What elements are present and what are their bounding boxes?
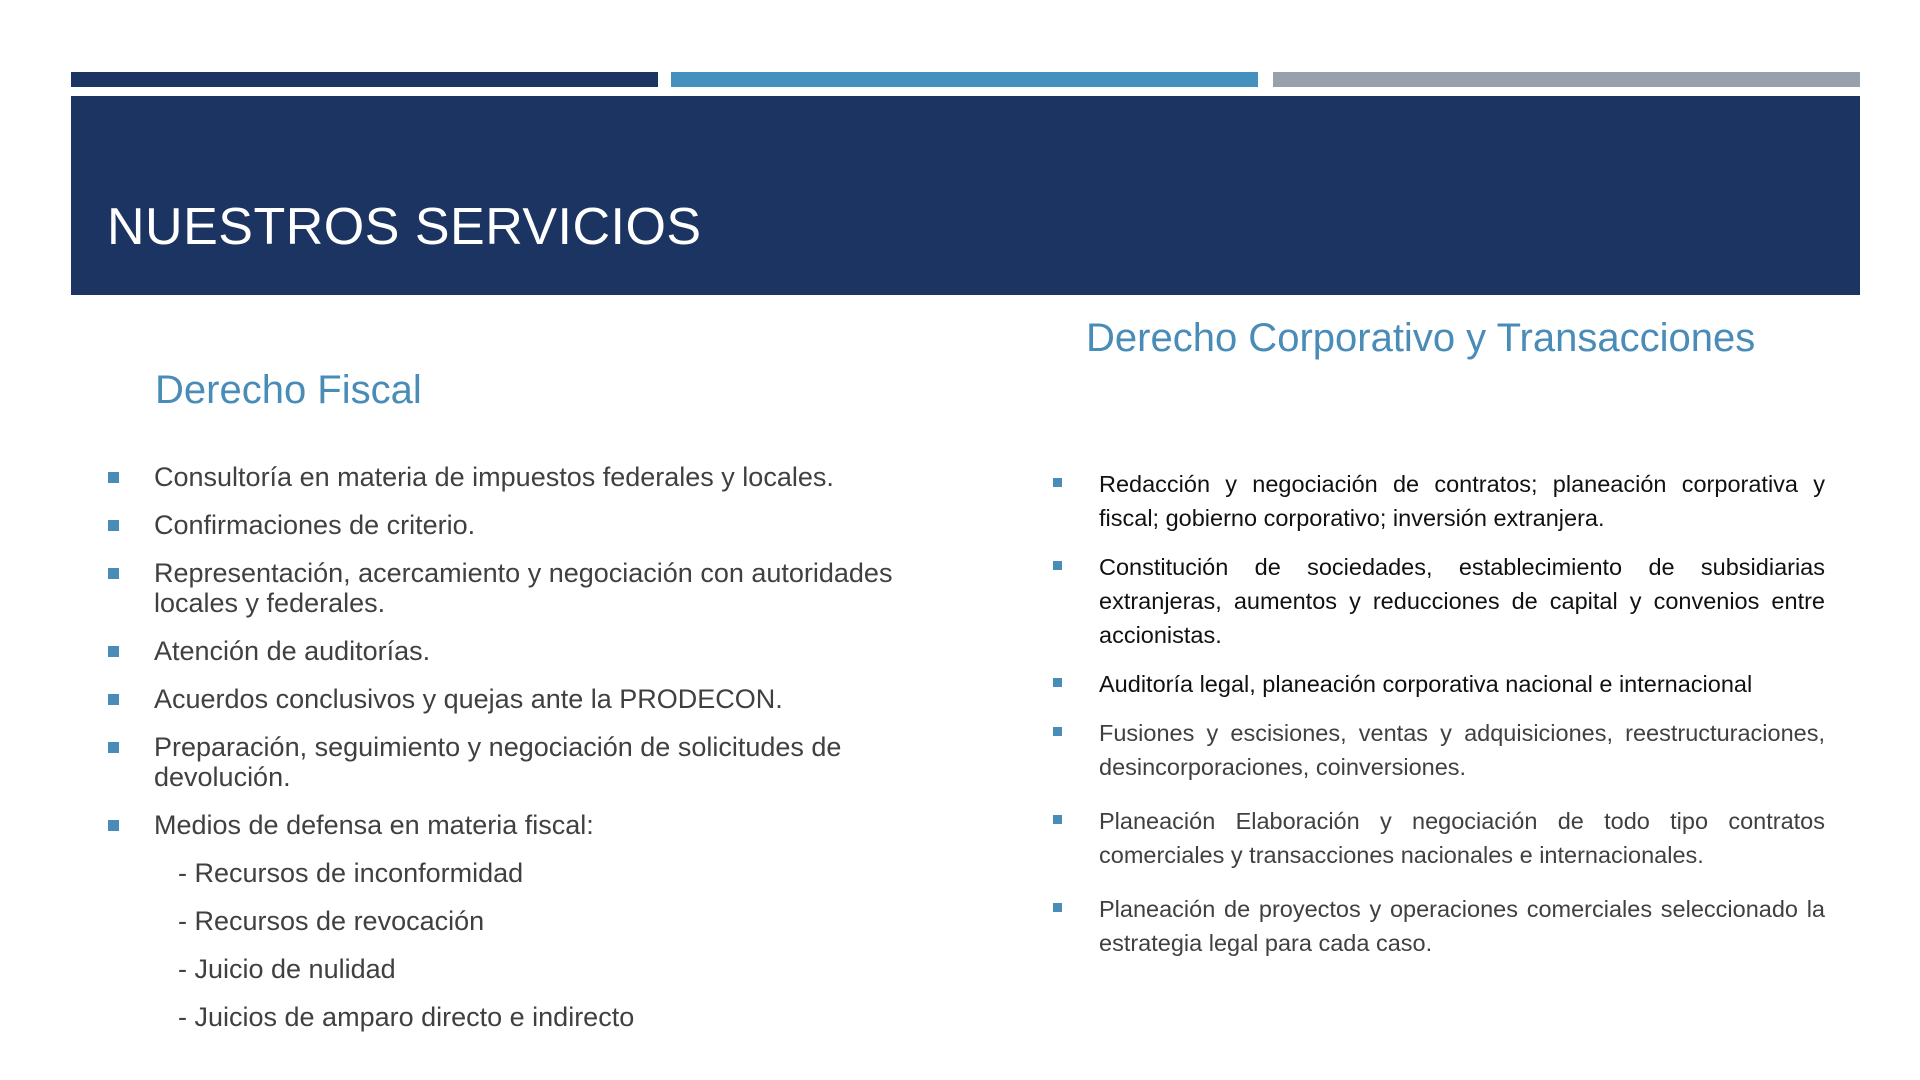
- square-bullet-icon: [1053, 561, 1062, 570]
- list-item-text: Consultoría en materia de impuestos federales y locales.: [154, 462, 834, 492]
- heading-derecho-fiscal: Derecho Fiscal: [155, 368, 422, 412]
- list-item-text: Confirmaciones de criterio.: [154, 510, 476, 540]
- sub-list-item: - Juicio de nulidad: [178, 954, 396, 984]
- square-bullet-icon: [108, 742, 119, 753]
- sub-list-item: - Juicios de amparo directo e indirecto: [178, 1002, 635, 1032]
- fiscal-services-list: [108, 462, 928, 1050]
- sub-list-item: - Recursos de inconformidad: [178, 858, 524, 888]
- list-item: [108, 462, 928, 492]
- square-bullet-icon: [108, 694, 119, 705]
- square-bullet-icon: [1053, 815, 1062, 824]
- list-item: [1053, 892, 1825, 960]
- accent-bar-blue: [671, 72, 1258, 87]
- list-item: [108, 684, 928, 714]
- heading-derecho-corporativo: Derecho Corporativo y Transacciones: [1086, 316, 1756, 360]
- list-item-text: Constitución de sociedades, establecimiento de subsidiarias extranjeras, aumentos y reducciones de capital y convenios entre accionistas.: [1099, 554, 1825, 648]
- list-item: [1053, 804, 1825, 872]
- list-item: [108, 558, 928, 618]
- slide-title: NUESTROS SERVICIOS: [107, 198, 702, 256]
- list-item: [1053, 550, 1825, 652]
- list-item: [1053, 667, 1825, 701]
- square-bullet-icon: [1053, 727, 1062, 736]
- list-item-text: Fusiones y escisiones, ventas y adquisiciones, reestructuraciones, desincorporaciones, coinversiones.: [1099, 720, 1825, 780]
- accent-bar-gray: [1273, 72, 1860, 87]
- square-bullet-icon: [1053, 678, 1062, 687]
- list-item-text: Planeación Elaboración y negociación de todo tipo contratos comerciales y transacciones nacionales e internacionales.: [1099, 808, 1825, 868]
- square-bullet-icon: [108, 820, 119, 831]
- list-item: [108, 636, 928, 666]
- square-bullet-icon: [108, 646, 119, 657]
- square-bullet-icon: [108, 568, 119, 579]
- sub-list-item: - Recursos de revocación: [178, 906, 485, 936]
- list-item-text: Redacción y negociación de contratos; planeación corporativa y fiscal; gobierno corporativo; inversión extranjera.: [1099, 471, 1825, 531]
- accent-bar-navy: [71, 72, 658, 87]
- title-band: [71, 96, 1860, 295]
- square-bullet-icon: [108, 472, 119, 483]
- square-bullet-icon: [1053, 478, 1062, 487]
- list-item-text: Medios de defensa en materia fiscal:: [154, 810, 594, 840]
- list-item-text: Atención de auditorías.: [154, 636, 431, 666]
- list-item-text: Preparación, seguimiento y negociación de solicitudes de devolución.: [154, 732, 842, 792]
- list-item-text: Representación, acercamiento y negociación con autoridades locales y federales.: [154, 558, 893, 618]
- list-item: [108, 810, 928, 840]
- list-item-text: Auditoría legal, planeación corporativa nacional e internacional: [1099, 671, 1753, 697]
- list-item: [108, 732, 928, 792]
- list-item: [108, 510, 928, 540]
- list-item: [1053, 467, 1825, 535]
- corporate-services-list: [1053, 467, 1825, 975]
- square-bullet-icon: [1053, 903, 1062, 912]
- square-bullet-icon: [108, 520, 119, 531]
- list-item-text: Acuerdos conclusivos y quejas ante la PRODECON.: [154, 684, 783, 714]
- list-item: [1053, 716, 1825, 784]
- list-item-text: Planeación de proyectos y operaciones comerciales seleccionado la estrategia legal para cada caso.: [1099, 896, 1825, 956]
